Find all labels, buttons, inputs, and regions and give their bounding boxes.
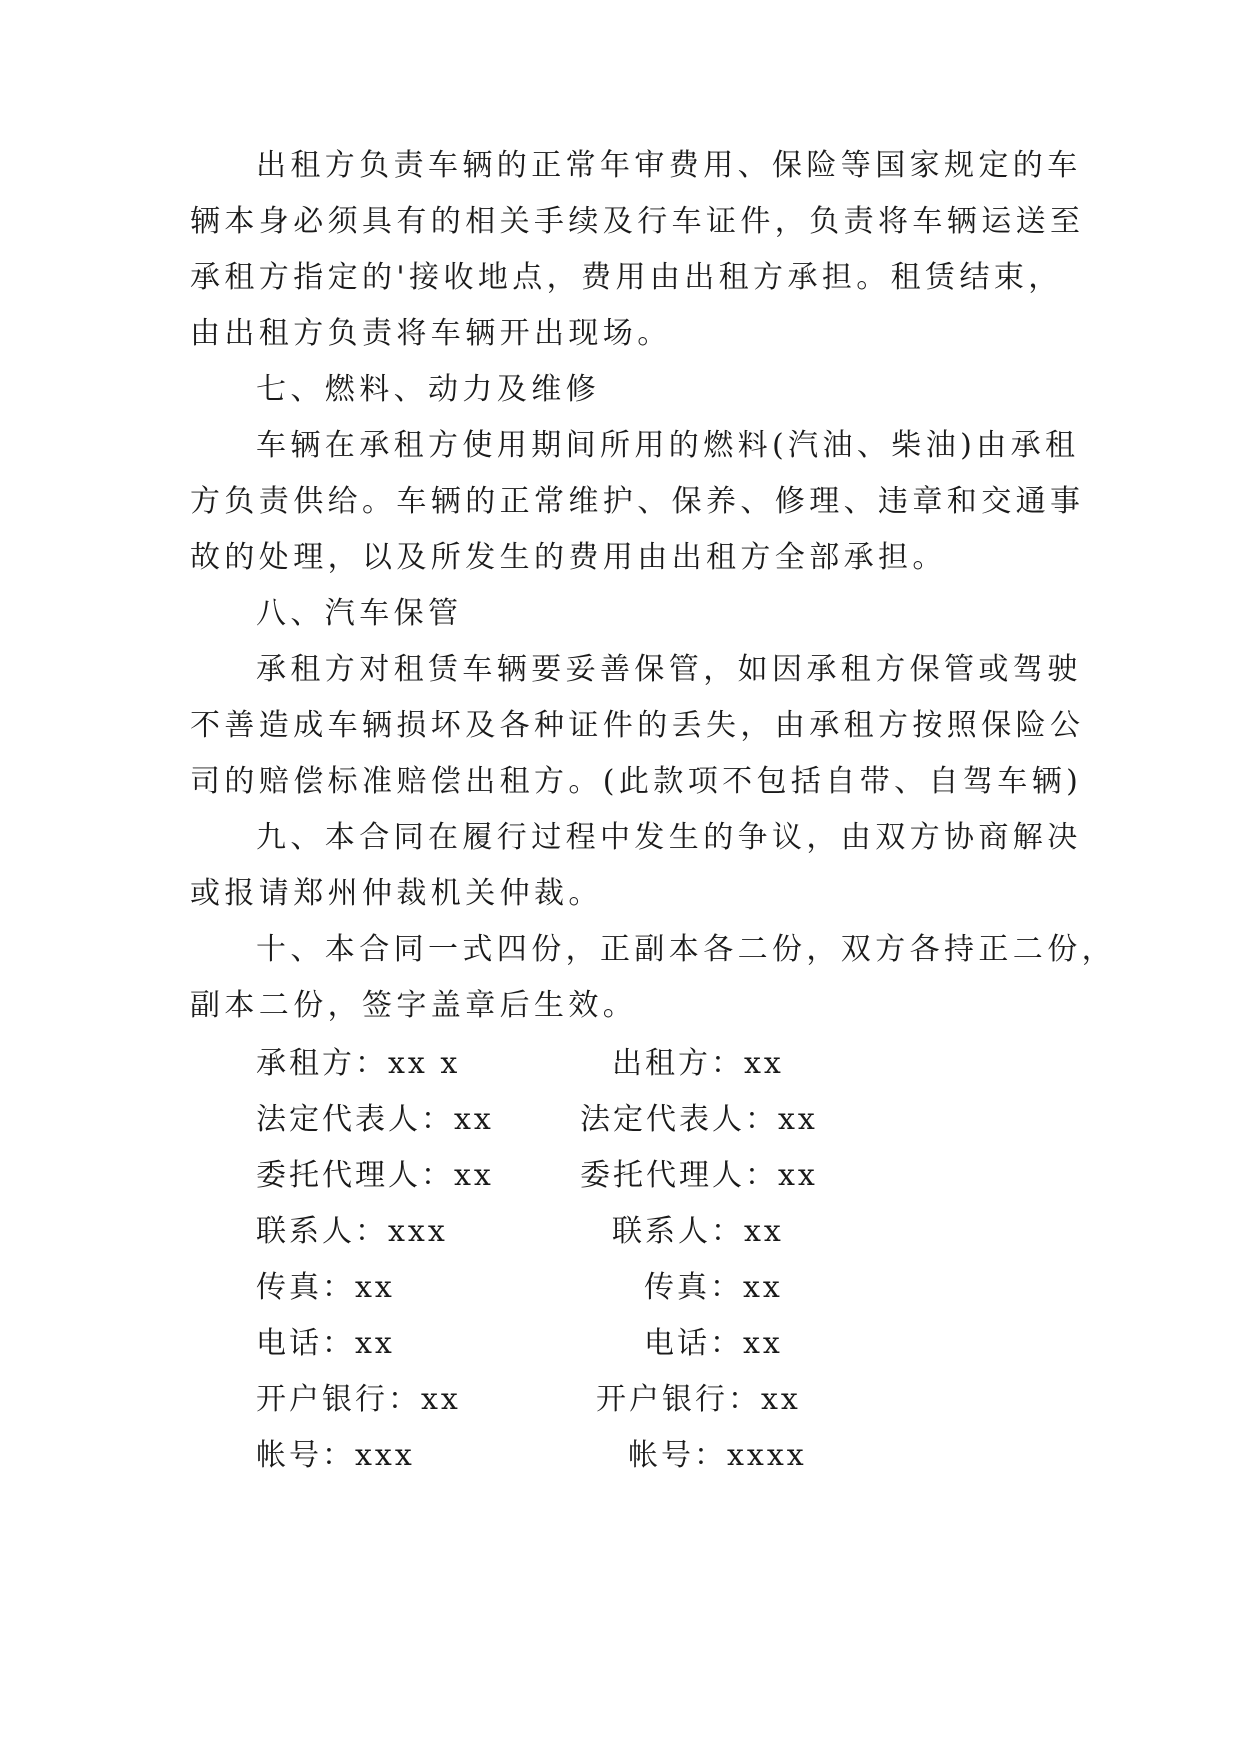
- text-line: 不善造成车辆损坏及各种证件的丢失，由承租方按照保险公: [190, 708, 1085, 743]
- text-line: 承租方对租赁车辆要妥善保管，如因承租方保管或驾驶: [256, 652, 1082, 687]
- lessor-bank: 开户银行：xx: [596, 1382, 801, 1417]
- text-line: 承租方指定的'接收地点，费用由出租方承担。租赁结束，: [190, 260, 1063, 295]
- lessee-phone: 电话：xx: [256, 1326, 395, 1361]
- lessor-label: 出租方：xx: [612, 1046, 784, 1081]
- lessor-contact: 联系人：xx: [612, 1214, 784, 1249]
- text-line: 由出租方负责将车辆开出现场。: [190, 316, 672, 351]
- lessee-legal-representative: 法定代表人：xx: [256, 1102, 494, 1137]
- section-heading-9: 九、本合同在履行过程中发生的争议，由双方协商解决: [256, 820, 1082, 855]
- section-heading-8: 八、汽车保管: [256, 596, 463, 631]
- section-heading-10: 十、本合同一式四份，正副本各二份，双方各持正二份，: [256, 932, 1116, 967]
- lessor-legal-representative: 法定代表人：xx: [580, 1102, 818, 1137]
- lessee-authorized-agent: 委托代理人：xx: [256, 1158, 494, 1193]
- section-heading-7: 七、燃料、动力及维修: [256, 372, 600, 407]
- lessor-fax: 传真：xx: [644, 1270, 783, 1305]
- lessor-authorized-agent: 委托代理人：xx: [580, 1158, 818, 1193]
- lessee-bank: 开户银行：xx: [256, 1382, 461, 1417]
- lessor-account: 帐号：xxxx: [628, 1438, 807, 1473]
- text-line: 出租方负责车辆的正常年审费用、保险等国家规定的车: [256, 148, 1082, 183]
- text-line: 方负责供给。车辆的正常维护、保养、修理、违章和交通事: [190, 484, 1085, 519]
- lessor-phone: 电话：xx: [644, 1326, 783, 1361]
- text-line: 辆本身必须具有的相关手续及行车证件，负责将车辆运送至: [190, 204, 1085, 239]
- lessee-label: 承租方：xx x: [256, 1046, 461, 1081]
- text-line: 司的赔偿标准赔偿出租方。(此款项不包括自带、自驾车辆): [190, 764, 1083, 799]
- text-line: 故的处理，以及所发生的费用由出租方全部承担。: [190, 540, 947, 575]
- lessee-fax: 传真：xx: [256, 1270, 395, 1305]
- lessee-account: 帐号：xxx: [256, 1438, 415, 1473]
- text-line: 或报请郑州仲裁机关仲裁。: [190, 876, 603, 911]
- text-line: 副本二份，签字盖章后生效。: [190, 988, 638, 1023]
- text-line: 车辆在承租方使用期间所用的燃料(汽油、柴油)由承租: [256, 428, 1080, 463]
- lessee-contact: 联系人：xxx: [256, 1214, 448, 1249]
